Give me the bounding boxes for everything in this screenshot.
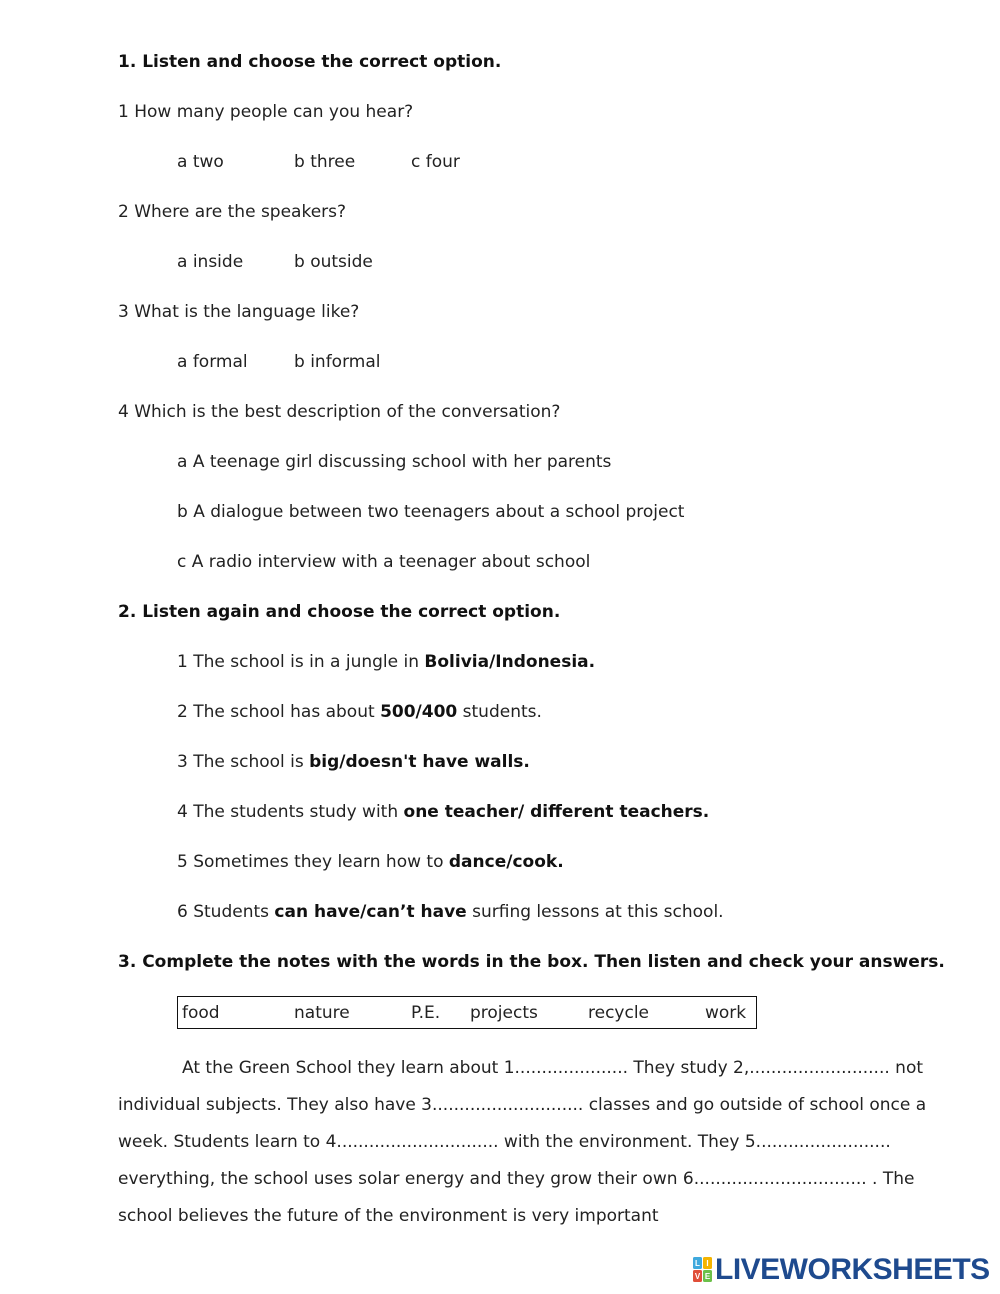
- statement-text-end: students.: [457, 702, 542, 722]
- statement-text: 1 The school is in a jungle in: [177, 652, 425, 672]
- notes-line-2[interactable]: individual subjects. They also have 3............................ classes and go outside of school once a: [118, 1095, 927, 1115]
- statement-1: [177, 650, 595, 674]
- q2-option-b[interactable]: b outside: [294, 252, 373, 272]
- word-recycle: recycle: [588, 1003, 650, 1023]
- question-4: 4 Which is the best description of the conversation?: [118, 402, 561, 422]
- statement-choice[interactable]: one teacher/ different teachers.: [403, 802, 710, 822]
- svg-text:L: L: [695, 1259, 700, 1268]
- liveworksheets-logo-text: LIVEWORKSHEETS: [715, 1253, 990, 1286]
- notes-line-3[interactable]: week. Students learn to 4.............................. with the environment. They 5.........................: [118, 1132, 891, 1152]
- statement-4: [177, 800, 709, 824]
- statement-choice[interactable]: big/doesn't have walls.: [309, 752, 530, 772]
- q4-option-c[interactable]: c A radio interview with a teenager about school: [177, 552, 591, 572]
- question-2: 2 Where are the speakers?: [118, 202, 347, 222]
- q3-option-a[interactable]: a formal: [177, 352, 248, 372]
- svg-text:E: E: [704, 1272, 711, 1281]
- statement-6: [177, 900, 724, 924]
- q4-option-a[interactable]: a A teenage girl discussing school with her parents: [177, 452, 612, 472]
- notes-line-5: school believes the future of the environment is very important: [118, 1206, 659, 1226]
- q1-option-a[interactable]: a two: [177, 152, 224, 172]
- question-3: 3 What is the language like?: [118, 302, 360, 322]
- svg-text:I: I: [706, 1259, 709, 1268]
- statement-choice[interactable]: Bolivia/Indonesia.: [424, 652, 596, 672]
- statement-5: [177, 850, 564, 874]
- statement-choice[interactable]: 500/400: [380, 702, 458, 722]
- statement-choice[interactable]: can have/can’t have: [274, 902, 467, 922]
- statement-3: [177, 750, 530, 774]
- statement-text-end: surfing lessons at this school.: [466, 902, 724, 922]
- liveworksheets-logo-icon: [693, 1257, 713, 1283]
- q2-option-a[interactable]: a inside: [177, 252, 244, 272]
- word-projects: projects: [470, 1003, 538, 1023]
- statement-text: 2 The school has about: [177, 702, 381, 722]
- notes-line-1[interactable]: At the Green School they learn about 1..................... They study 2,.......................... not: [182, 1058, 924, 1078]
- statement-text: 6 Students: [177, 902, 275, 922]
- section-2-heading: 2. Listen again and choose the correct option.: [118, 602, 561, 622]
- notes-paragraph: [118, 1050, 927, 1235]
- word-nature: nature: [294, 1003, 350, 1023]
- liveworksheets-logo: [693, 1254, 990, 1286]
- statement-choice[interactable]: dance/cook.: [448, 852, 564, 872]
- q3-option-b[interactable]: b informal: [294, 352, 381, 372]
- section-3-heading: 3. Complete the notes with the words in the box. Then listen and check your answers.: [118, 952, 945, 972]
- q1-option-b[interactable]: b three: [294, 152, 356, 172]
- q4-option-b[interactable]: b A dialogue between two teenagers about a school project: [177, 502, 685, 522]
- statement-text: 3 The school is: [177, 752, 310, 772]
- word-box: [177, 996, 757, 1029]
- q1-option-c[interactable]: c four: [411, 152, 460, 172]
- statement-2: [177, 700, 542, 724]
- statement-text: 5 Sometimes they learn how to: [177, 852, 449, 872]
- svg-text:V: V: [694, 1272, 701, 1281]
- section-1-heading: 1. Listen and choose the correct option.: [118, 52, 502, 72]
- statement-text: 4 The students study with: [177, 802, 404, 822]
- word-work: work: [705, 1003, 747, 1023]
- question-1: 1 How many people can you hear?: [118, 102, 414, 122]
- word-pe: P.E.: [411, 1003, 441, 1023]
- word-food: food: [182, 1003, 220, 1023]
- notes-line-4[interactable]: everything, the school uses solar energy and they grow their own 6................................ . The: [118, 1169, 915, 1189]
